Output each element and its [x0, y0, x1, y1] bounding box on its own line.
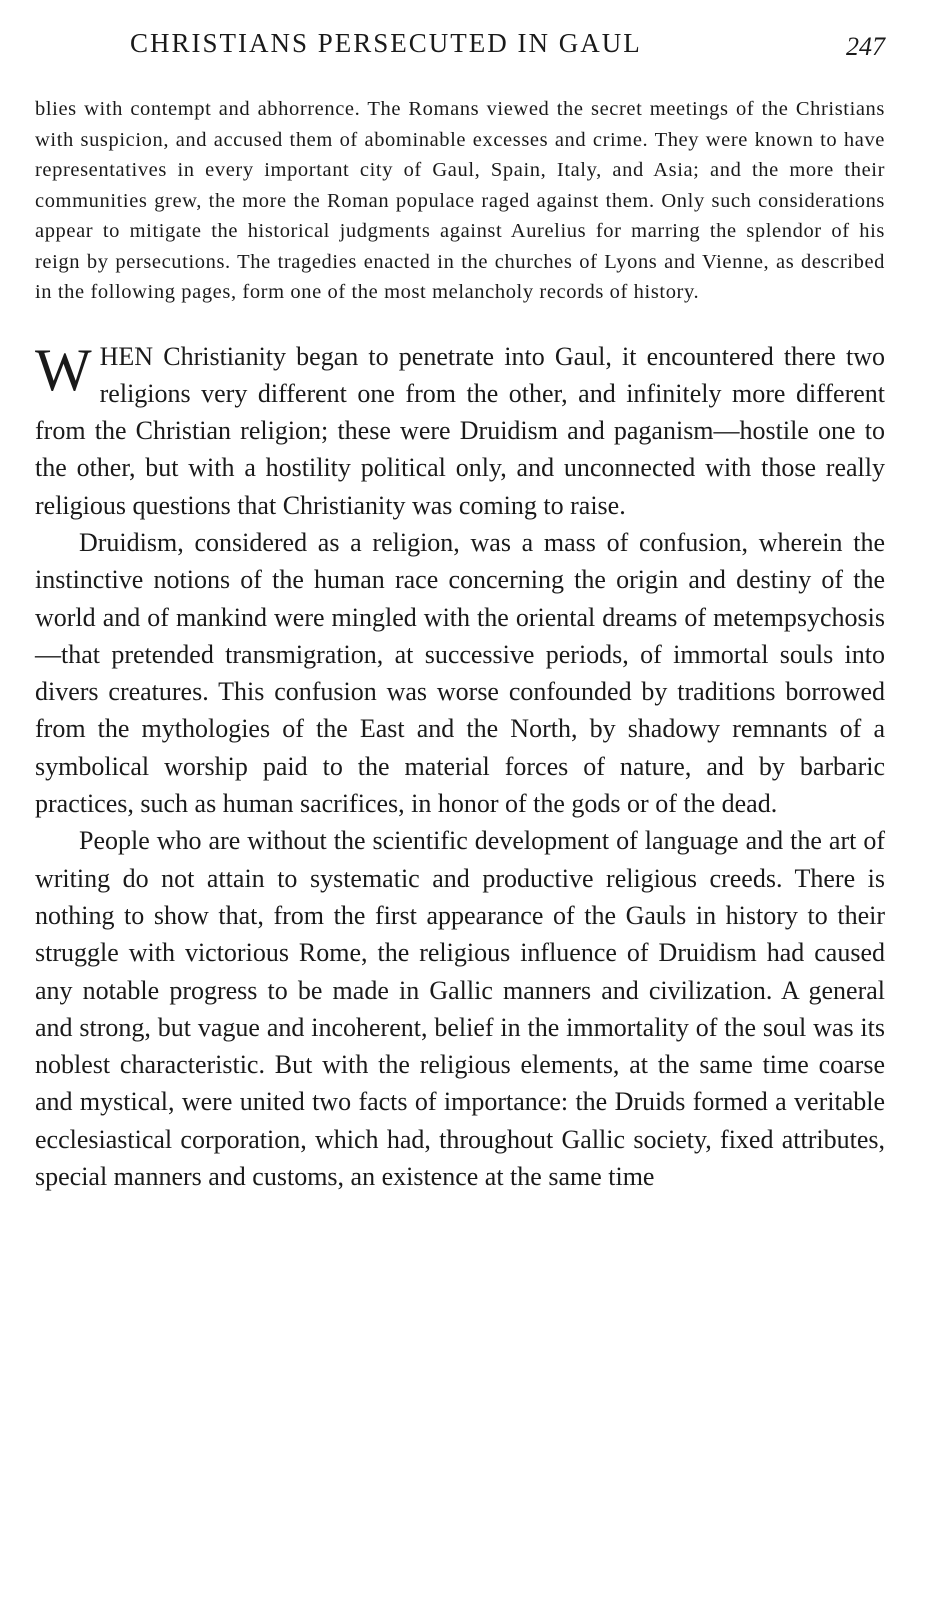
drop-cap: W	[35, 336, 92, 403]
paragraph-3: People who are without the scientific development of language and the art of writing do not attain to systematic and productive religious creeds. There is nothing to show that, from the first appearance of the Gauls in history to their struggle with victorious Rome, the religious influence of Druidism had caused any notable progress to be made in Gallic manners and civilization. A general and strong, but vague and incoherent, belief in the immortality of the soul was its noblest characteristic. But with the religious elements, at the same time coarse and mystical, were united two facts of importance: the Druids formed a veritable ecclesiastical corporation, which had, throughout Gallic society, fixed attributes, special manners and customs, an existence at the same time	[35, 826, 885, 1192]
running-title: CHRISTIANS PERSECUTED IN GAUL	[130, 28, 642, 58]
running-head	[35, 22, 885, 70]
book-page	[35, 22, 885, 1195]
paragraph-2: Druidism, considered as a religion, was a mass of confusion, wherein the instinctive notions of the human race concerning the origin and destiny of the world and of mankind were mingled with the oriental dreams of metempsychosis—that pretended transmigration, at successive periods, of immortal souls into divers creatures. This confusion was worse confounded by traditions borrowed from the mythologies of the East and the North, by shadowy remnants of a symbolical worship paid to the material forces of nature, and by barbaric practices, such as human sacrifices, in honor of the gods or of the dead.	[35, 527, 885, 819]
intro-paragraph: blies with contempt and abhorrence. The Romans viewed the secret meetings of the Christians with suspicion, and accused them of abominable excesses and crime. They were known to have representatives in every important city of Gaul, Spain, Italy, and Asia; and the more their communities grew, the more the Roman populace raged against them. Only such considerations appear to mitigate the historical judgments against Aurelius for marring the splendor of his reign by persecutions. The tragedies enacted in the churches of Lyons and Vienne, as described in the following pages, form one of the most melancholy records of history.	[35, 98, 885, 303]
page-number: 247	[846, 32, 885, 61]
section-gap	[35, 308, 885, 330]
chapter-body	[35, 338, 885, 1196]
paragraph-1	[35, 338, 885, 524]
paragraph-1-text: HEN Christianity began to penetrate into Gaul, it encountered there two religions very different one from the other, and infinitely more different from the Christian religion; these were Druidism and paganism—hostile one to the other, but with a hostility political only, and unconnected with those really religious questions that Christianity was coming to raise.	[35, 341, 885, 520]
